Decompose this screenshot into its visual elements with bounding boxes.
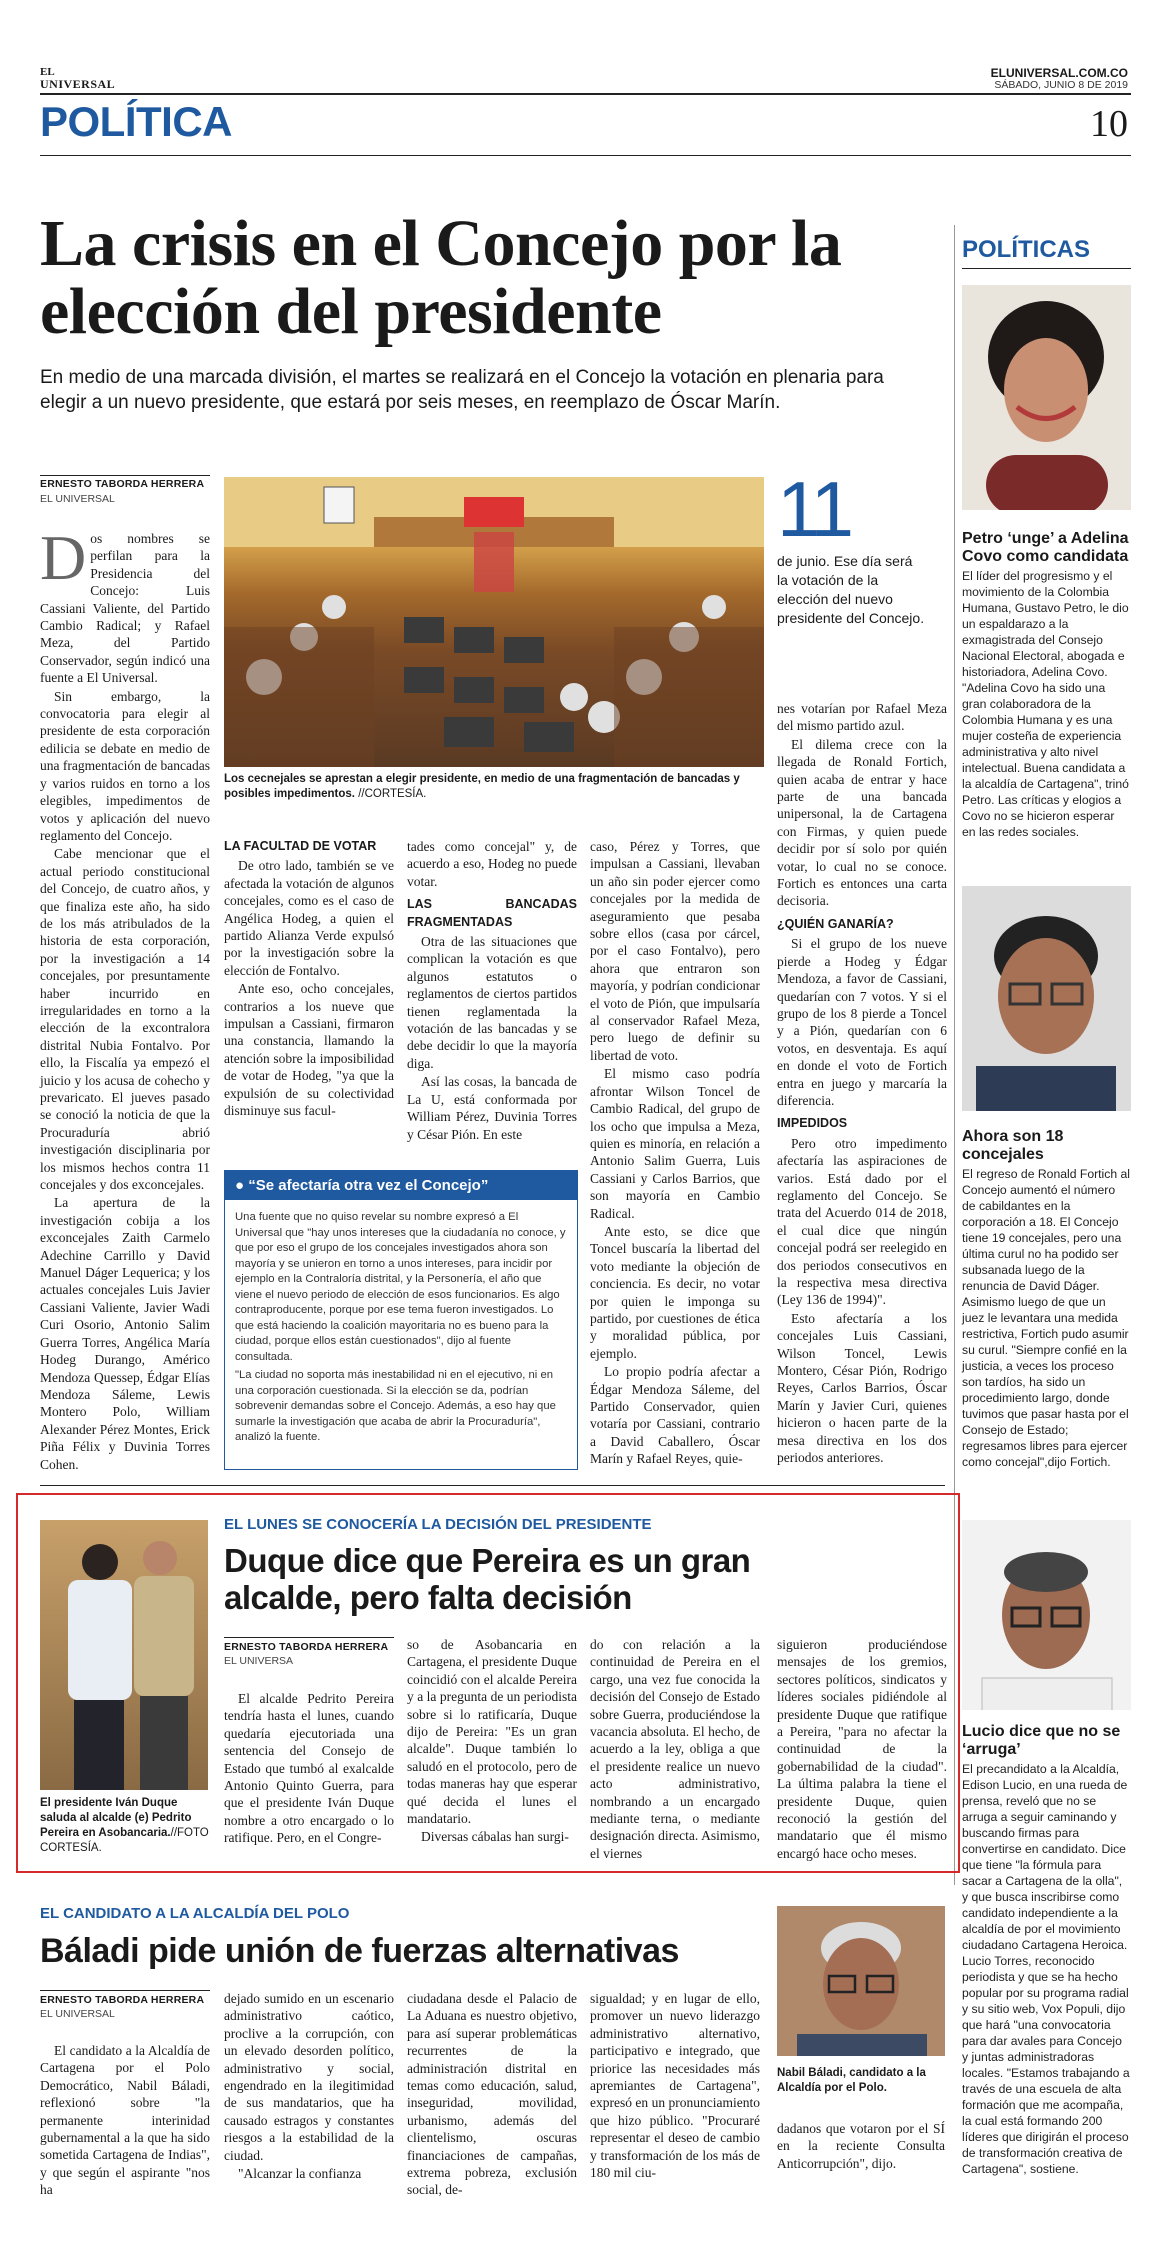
- byline-rule: [40, 475, 210, 476]
- site-url: ELUNIVERSAL.COM.CO: [990, 66, 1128, 80]
- sidebar-item2-text: El regreso de Ronald Fortich al Concejo aumentó el número de cabildantes en la corporación a 18. El Concejo tiene 19 concejales, pero una última curul no ha podido ser subsanada luego de la renuncia de David Dáger. Asimismo luego de que un juez le levantara una medida restrictiva, Fortich pudo asumir su curul. "Siempre confié en la justicia, a veces los proceso son tardíos, ha sido un procedimiento largo, donde tuvimos que pasar hasta por el Consejo de Estado; regresamos libres para ejercer como concejal",dijo Fortich.: [962, 1167, 1131, 1469]
- logo: EL UNIVERSAL: [40, 66, 116, 91]
- main-deck: En medio de una marcada división, el martes se realizará en el Concejo la votación en plenaria para elegir a un nuevo presidente, que estará por seis meses, en reemplazo de Óscar Marín.: [40, 367, 884, 413]
- quote-box-body: Una fuente que no quiso revelar su nombre expresó a El Universal que "hay unos intereses que la ciudadanía no conoce, y que por eso el grupo de los concejales investigados ahora son mayoría y se unieron en torno a unos intereses, para incidir por ejemplo en la Contraloría distrital, y la Personería, el año que viene el nuevo periodo de elección de esos funcionarios. Es algo contraproducente, porque por ese tema fueron investigados. Lo que está haciendo la coalición mayoritaria no es bueno para la ciudad, porque ellos están cuestionados", dijo al fuente consultada. "La ciudad no soporta más inestabilidad ni en el ejecutivo, ni en una corporación cuestionada. Si la elección se da, podrían sobrevenir demandas sobre el Concejo. Además, a eso hay que sumarle la investigación que acaba de abrir la Procuraduría", analizó la fuente.: [235, 1211, 566, 1443]
- duque-col-2: so de Asobancaria en Cartagena, el presidente Duque coincidió con el alcalde Pereira y a la pregunta de un periodista sobre si lo ratificaría, Duque dijo de Pereira: "Es un gran alcalde". Duque también lo saludó en el protocolo, pero de todas maneras hay que esperar qué decida el lunes el mandatario. Diversas cábalas han surgi-: [407, 1637, 577, 1845]
- duque-byline-name: ERNESTO TABORDA HERRERA: [224, 1641, 389, 1653]
- page-number: 10: [1090, 103, 1128, 145]
- bullet-icon: ●: [235, 1177, 245, 1194]
- council-photo: [224, 477, 764, 767]
- adelina-covo-photo: [962, 285, 1131, 510]
- baladi-col-3: ciudadana desde el Palacio de La Aduana es nuestro objetivo, para así superar problemáticas recurrentes de la administración distrital en temas como educación, salud, inseguridad, movilidad, urbanismo, además del clientelismo, oscuras financiaciones de campañas, extrema pobreza, exclusión social, de-: [407, 1991, 577, 2198]
- portrait-man-baladi: [777, 1906, 945, 2056]
- duque-byline-rule: [224, 1637, 394, 1638]
- nabil-baladi-photo: [777, 1906, 945, 2056]
- quote-box-header: ● “Se afectaría otra vez el Concejo”: [225, 1171, 577, 1200]
- main-col-4: caso, Pérez y Torres, que impulsan a Cassiani, llevaban un año sin poder ejercer como concejales por la medida de aseguramiento que pesaba sobre ellos (casa por cárcel, por el caso Fontalvo), pero ahora que entraron son mayoría, y podrían condicionar el voto de Pión, que impulsaría al conservador Rafael Meza, pero luego de definir su libertad de voto. El mismo caso podría afrontar Wilson Toncel de Cambio Radical, del grupo de los ocho que impulsa a Meza, quien es minoría, en relación a Antonio Salim Guerra, Luis Cassiani y Carlos Barrios, que son mayoría en Cambio Radical. Ante esto, se dice que Toncel buscaría la libertad del voto mediante la objeción de conciencia. Es decir, no votar por quien le imponga su partido, por cuestiones de ética y moralidad pública, por ejemplo. Lo propio podría afectar a Édgar Mendoza Sáleme, del Partido Conservador, quien votaría por Cassiani, contrario a David Caballero, Óscar Marín y Rafael Reyes, quie-: [590, 839, 760, 1467]
- dropcap: D: [40, 522, 87, 593]
- baladi-headline: Báladi pide unión de fuerzas alternativas: [40, 1932, 679, 1970]
- baladi-col-1: El candidato a la Alcaldía de Cartagena por el Polo Democrático, Nabil Báladi, reflexionó sobre "la permanente interinidad gubernamental a la que ha sido sometida Cartagena de Indias", y que según el aspirante "nos ha: [40, 2043, 210, 2198]
- baladi-byline-publication: EL UNIVERSAL: [40, 2008, 115, 2020]
- main-photo-caption: Los cecnejales se aprestan a elegir presidente, en medio de una fragmentación de bancadas y posibles impedimentos. //CORTESÍA.: [224, 773, 740, 800]
- handshake-illustration: [40, 1520, 208, 1790]
- sidebar-item1-title: Petro ‘unge’ a Adelina Covo como candidata: [962, 530, 1129, 565]
- duque-col-4: siguieron produciéndose mensajes de los gremios, sectores políticos, sindicatos y líderes sociales pidiéndole al presidente Duque que ratifique a Pereira, "para no afectar la continuidad de la gobernabilidad de la ciudad". La última palabra la tiene el presidente Duque, quien reconoció la gestión del mandatario que él mismo encargó hace ocho meses.: [777, 1637, 947, 1861]
- duque-col-3: do con relación a la continuidad de Pereira en el cargo, una vez fue conocida la decisión del Consejo de Estado sobre Guerra, produciéndose la vacancia absoluta. El hecho, de acuerdo a la ley, obliga a que el presidente realice un nuevo acto administrativo, nombrando a un encargado mediante terna, o mediante designación directa. Asimismo, el viernes: [590, 1637, 760, 1861]
- baladi-col-2: dejado sumido en un escenario administrativo caótico, proclive a la corrupción, con un elevado desorden político, administrativo y social, engendrado en la ilegitimidad de sus mandatarios, que ha causado estragos y constantes riesgos a la estabilidad de la ciudad. "Alcanzar la confianza: [224, 1991, 394, 2182]
- edison-lucio-photo: [962, 1520, 1131, 1710]
- byline-publication: EL UNIVERSAL: [40, 493, 115, 505]
- duque-byline-publication: EL UNIVERSA: [224, 1655, 294, 1667]
- quote-box: [224, 1170, 578, 1470]
- sidebar-item2-title: Ahora son 18 concejales: [962, 1128, 1064, 1163]
- council-chamber-illustration: [224, 477, 764, 767]
- duque-kicker: EL LUNES SE CONOCERÍA LA DECISIÓN DEL PRESIDENTE: [224, 1516, 652, 1533]
- sidebar-title: POLÍTICAS: [962, 236, 1091, 263]
- baladi-byline-rule: [40, 1990, 210, 1991]
- main-headline: La crisis en el Concejo por la elección del presidente: [40, 207, 842, 348]
- baladi-byline-name: ERNESTO TABORDA HERRERA: [40, 1994, 205, 2006]
- main-col-2: LA FACULTAD DE VOTAR De otro lado, también se ve afectada la votación de algunos concejales, como es el caso de Angélica Hodeg, a quien el partido Alianza Verde expulsó por la investigación sobre la elección de Fontalvo. Ante eso, ocho concejales, contrarios a los nueve que impulsan a Cassiani, firmaron una constancia, llamando la atención sobre la imposibilidad de votar de Hodeg, "ya que la expulsión de su colectividad disminuye sus facul-: [224, 839, 394, 1119]
- duque-pereira-photo: [40, 1520, 208, 1790]
- baladi-kicker: EL CANDIDATO A LA ALCALDÍA DEL POLO: [40, 1905, 350, 1922]
- baladi-col-5: dadanos que votaron por el SÍ en la reciente Consulta Anticorrupción", dijo.: [777, 2121, 945, 2171]
- duque-top-rule: [40, 1485, 945, 1486]
- sidebar-item3-title: Lucio dice que no se ‘arruga’: [962, 1723, 1121, 1758]
- main-col-1: D os nombres se perfilan para la Presidencia del Concejo: Luis Cassiani Valiente, del Partido Cambio Radical; y Rafael Meza, del Partido Conservador, según indicó una fuente a El Universal. Sin embargo, la convocatoria para elegir al presidente de esta corporación edilicia se debate en medio de una fragmentación de bancadas y varios ruidos en torno a los elegibles, impedimentos de votos y aplicación del nuevo reglamento del Concejo. Cabe mencionar que el actual periodo constitucional del Concejo, de cuatro años, y que finaliza este año, ha sido de los más atribulados de la historia de esta corporación, por la investigación a 14 concejales, por presuntamente haber incurrido en irregularidades en torno a la elección de la excontralora distrital Nubia Fontalvo. Por ello, la Fiscalía ya empezó el juicio y los acusa de cohecho y prevaricato. El jueves pasado se conoció la noticia de que la Procuraduría abrió investigación disciplinaria por los mismos hechos contra 11 concejales y dos exconcejales. La apertura de la investigación cobija a los exconcejales Zaith Carmelo Adechine Carrillo y David Manuel Dáger Lequerica; y los actuales concejales Luis Javier Cassiani Valiente, Javier Wadi Curi Osorio, Antonio Salim Guerra Torres, Angélica María Hodeg Durango, Américo Mendoza Quessep, Édgar Elías Mendoza Sáleme, Lewis Montero Polo, William Alexander Pérez Montes, Erick Piña Félix y Duvinia Torres Cohen.: [40, 522, 210, 1472]
- portrait-man-lucio: [962, 1520, 1131, 1710]
- portrait-man-glasses: [962, 886, 1131, 1111]
- section-title: POLÍTICA: [40, 98, 232, 145]
- main-col-3: tades como concejal" y, de acuerdo a eso, Hodeg no puede votar. LAS BANCADAS FRAGMENTADAS Otra de las situaciones que complican la votación es que algunos estatutos o reglamentos de ciertos partidos tienen reglamentada la votación de las bancadas y se debe decidir lo que la mayoría diga. Así las cosas, la bancada de La U, está conformada por William Pérez, Duvinia Torres y César Pión. En este: [407, 839, 577, 1142]
- duque-photo-caption: El presidente Iván Duque saluda al alcalde (e) Pedrito Pereira en Asobancaria.//FOTO CORTESÍA.: [40, 1797, 209, 1854]
- page-date: SÁBADO, JUNIO 8 DE 2019: [994, 79, 1128, 91]
- duque-col-1: El alcalde Pedrito Pereira tendría hasta el lunes, cuando quedaría ejecutoriada una sentencia del Consejo de Estado que tumbó al exalcalde Antonio Quinto Guerra, para que el presidente Iván Duque nombre a otro encargado o lo ratifique. Pero, en el Congre-: [224, 1691, 394, 1846]
- baladi-col-4: sigualdad; y en lugar de ello, promover un nuevo liderazgo administrativo alternativo, participativo e integrado, que priorice las necesidades más apremiantes de Cartagena", expresó en un pronunciamiento que hizo público. "Procuraré representar el deseo de cambio y transformación de los más de 180 mil ciu-: [590, 1991, 760, 2181]
- portrait-woman: [962, 285, 1131, 510]
- main-col-5: nes votarían por Rafael Meza del mismo partido azul. El dilema crece con la llegada de Ronald Fortich, quien acaba de entrar y hace parte de una bancada unipersonal, la de Cartagena con Firmas, y quien puede decidir por sí solo por quién votar, lo cual no se conoce. Fortich es entonces una carta decisoria. ¿QUIÉN GANARÍA? Si el grupo de los nueve pierde a Hodeg y Édgar Mendoza, a favor de Cassiani, quedarían con 7 votos. Y si el grupo de los 8 pierde a Toncel y a Pión, quedarían con 6 votos, en desventaja. Es aquí en donde el voto de Fortich entra en juego y marcaría la diferencia. IMPEDIDOS Pero otro impedimento afectaría las aspiraciones de varios. Está dado por el reglamento del Concejo. Se trata del Acuerdo 014 de 2018, el cual dice que ningún concejal podrá ser reelegido en dos periodos consecutivos en la respectiva mesa directiva (Ley 136 de 1994)". Esto afectaría a los concejales Luis Cassiani, Wilson Toncel, Lewis Montero, César Pión, Rodrigo Reyes, Carlos Barrios, Óscar Marín y Javier Curi, quienes hicieron o hacen parte de la mesa directiva en los dos periodos anteriores.: [777, 701, 947, 1466]
- concejal-photo: [962, 886, 1131, 1111]
- sidebar-title-rule: [962, 268, 1131, 269]
- duque-headline: Duque dice que Pereira es un gran alcalde, pero falta decisión: [224, 1542, 751, 1616]
- byline-name: ERNESTO TABORDA HERRERA: [40, 478, 205, 490]
- masthead-rule: [40, 93, 1131, 95]
- big-number-text: de junio. Ese día será la votación de la elección del nuevo presidente del Concejo.: [777, 553, 925, 626]
- sidebar-item3-text: El precandidato a la Alcaldía, Edison Lucio, en una rueda de prensa, reveló que no se arruga a seguir caminando y buscando firmas para convertirse en candidato. Dice que tiene "la fórmula para sacar a Cartagena de la olla", y que busca inscribirse como candidato independiente a la alcaldía de por el movimiento ciudadano Cartagena Heroica. Lucio Torres, reconocido periodista y que se ha hecho popular por su programa radial y su sitio web, Vox Populi, dijo que hará "una convocatoria para dar avales para Concejo y juntas administradoras locales. "Estamos trabajando a través de una escuela de alta formación que me acompaña, la cual está formando 200 líderes que dirigirán el proceso de transformación creativa de Cartagena", sostiene.: [962, 1762, 1130, 2176]
- big-number: 11: [777, 465, 850, 553]
- sidebar-item1-text: El líder del progresismo y el movimiento de la Colombia Humana, Gustavo Petro, le dio un espaldarazo a la exmagistrada del Consejo Nacional Electoral, abogada e historiadora, Adelina Covo. "Adelina Covo ha sido una gran colaboradora de la Colombia Humana y es una mujer costeña de experiencia administrativa y alto nivel intelectual. Buena candidata a la alcaldía de Cartagena", trinó Petro. Las críticas y elogios a Covo no se hicieron esperar en las redes sociales.: [962, 569, 1129, 839]
- section-rule: [40, 155, 1131, 156]
- baladi-photo-caption: Nabil Báladi, candidato a la Alcaldía por el Polo.: [777, 2067, 926, 2094]
